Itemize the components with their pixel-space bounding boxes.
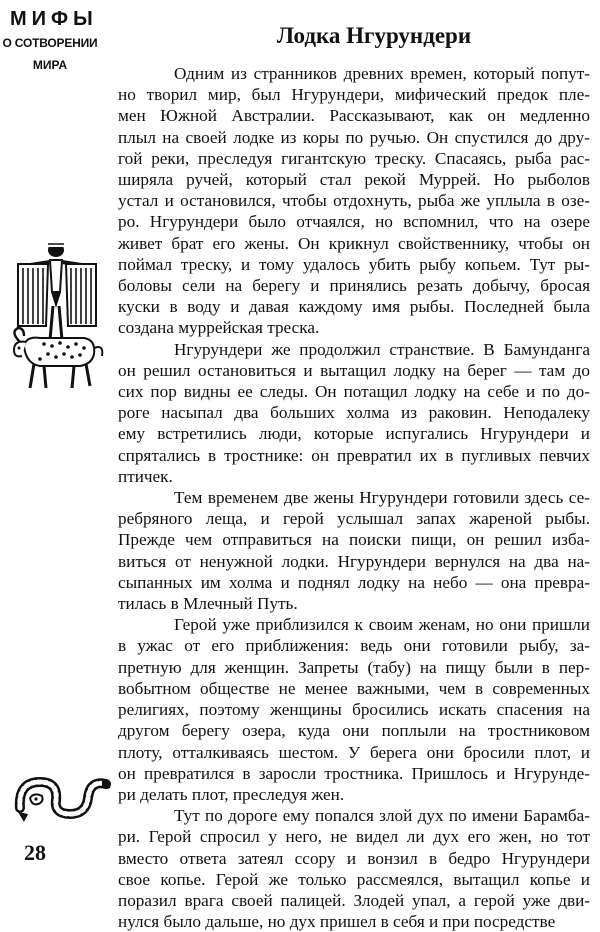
figure-on-animal-illustration [10,236,110,396]
sidebar-margin [0,0,112,877]
text-line: другом берегу озера, куда они поплыли на тростниковом [118,721,590,741]
serpent-ornament [14,768,114,828]
text-line: Тем временем две жены Нгурундери готовили здесь се- [174,488,590,508]
text-line: религиях, поэтому женщины бросились искать спасения на [118,700,590,720]
text-line: роге насыпал два больших холма из раковин. Неподалеку [118,403,590,423]
text-line: куски в воду и давая каждому имя рыбы. Последней была [118,297,590,317]
text-line: мен Южной Австралии. Рассказывают, как он медленно [118,106,590,126]
text-line: он превратился в заросли тростника. Пришлось и Нгурунде- [118,763,590,783]
paragraph [118,339,590,487]
text-line: птичек. [118,466,173,486]
text-line: плоту, отталкиваясь шестом. У берега они бросили плот, и [118,742,590,762]
text-line: Одним из странников древних времен, который попут- [174,64,590,83]
text-line: сыпанных им холма и поднял лодку на небо — она превра- [118,572,590,592]
text-line: виться от ненужной лодки. Нгурундери вернулся на два на- [118,551,590,571]
text-line: сих пор видны ее следы. Он потащил лодку на себе и по до- [118,382,590,402]
page-number: 28 [24,840,46,865]
series-subtitle-line-1: О СОТВОРЕНИИ [2,36,98,50]
text-line: Нгурундери же продолжил странствие. В Бамунданга [174,339,590,359]
article [118,22,590,932]
series-title: МИФЫ [10,8,98,30]
text-line: устал и остановился, чтобы отдохнуть, рыба же уплыла в озе- [118,191,590,211]
text-line: ему встретились люди, которые испугались Нгурундери и [118,424,590,444]
text-line: в ужас от его приближения: ведь они готовили рыбу, за- [118,636,590,656]
text-line: вобытном обществе не менее важными, чем в современных [118,678,590,698]
text-line: боловы сели на берегу и принялись резать добычу, бросая [118,276,590,296]
text-line: ри делать плот, преследуя жен. [118,784,345,804]
text-line: создана муррейская треска. [118,318,320,338]
text-line: Прежде чем отправиться на поиски пищи, он решил избa- [118,530,590,550]
text-line: ширяла ручей, который стал рекой Муррей. Но рыболов [118,170,590,190]
series-subtitle-line-2: МИРА [32,58,68,72]
paragraph [118,63,590,339]
article-body [118,63,590,932]
text-line: живет брат его жены. Он крикнул свойственнику, чтобы он [118,233,590,253]
text-line: поразил врага своей палицей. Злодей упал, а герой уже дви- [118,890,590,910]
text-line: гой реки, преследуя гигантскую треску. Спасаясь, рыба рас- [118,148,590,168]
text-line: поймал треску, и тому удалось убить рыбу копьем. Тут ры- [118,254,590,274]
text-line: ро. Нгурундери было отчаялся, но вспомнил, что на озере [118,212,590,232]
text-line: ребряного леща, и герой услышал запах жареной рыбы. [118,509,590,529]
text-line: нулся было дальше, но дух пришел в себя и при посредстве [118,912,556,932]
text-line: свое копье. Герой же только рассмеялся, вытащил копье и [118,869,590,889]
text-line: спрятались в тростнике: он превратил их в пугливых певчих [118,445,590,465]
text-line: вместо ответа затеял ссору и вонзил в бедро Нгурундери [118,848,590,868]
text-line: плыл на своей лодке из коры по ручью. Он спустился до дру- [118,127,590,147]
text-line: ри. Герой спросил у него, не видел ли дух его жен, но тот [118,827,590,847]
text-line: но творил мир, был Нгурундери, мифический предок пле- [118,85,590,105]
paragraph [118,487,590,614]
text-line: он решил остановиться и вытащил лодку на берег — там до [118,360,590,380]
text-line: тилась в Млечный Путь. [118,594,298,614]
paragraph [118,805,590,932]
article-title: Лодка Нгурундери [276,23,472,48]
text-line: претную для женщин. Запреты (табу) на пищу были в пер- [118,657,590,677]
paragraph [118,614,590,805]
text-line: Герой уже приблизился к своим женам, но они пришли [174,615,590,635]
text-line: Тут по дорогe ему попался злой дух по имени Барамба- [174,806,590,826]
